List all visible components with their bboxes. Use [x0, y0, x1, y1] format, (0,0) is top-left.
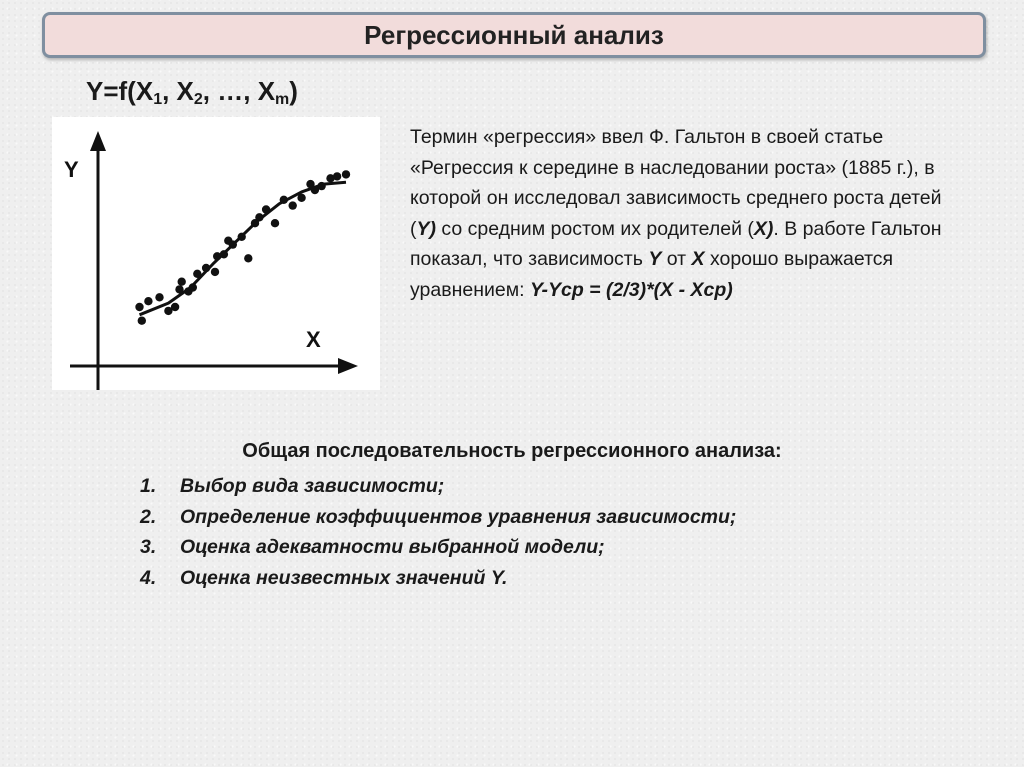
data-point — [135, 303, 143, 311]
step-item — [140, 471, 736, 502]
data-point — [229, 240, 237, 248]
desc-part-2: со средним ростом их родителей ( — [436, 217, 754, 240]
scatter-chart-svg — [52, 117, 380, 390]
data-point — [255, 213, 263, 221]
desc-y-2: Y — [648, 248, 662, 270]
data-point — [189, 283, 197, 291]
data-point — [297, 194, 305, 202]
step-number: 3. — [140, 536, 157, 558]
steps-title: Общая последовательность регрессионного анализа: — [242, 440, 782, 462]
desc-x-2: X — [691, 248, 705, 270]
formula-sub-m: m — [275, 91, 290, 108]
x-axis-arrow-icon — [338, 358, 358, 374]
formula-mid-1: , X — [162, 76, 194, 106]
regression-formula — [86, 76, 298, 109]
desc-y-1: Y) — [416, 217, 436, 240]
formula-sub-1: 1 — [153, 91, 163, 108]
steps-list — [140, 471, 736, 593]
step-text: Оценка неизвестных значений Y. — [180, 566, 508, 589]
formula-mid-2: , …, X — [202, 76, 276, 106]
data-point — [289, 201, 297, 209]
description-paragraph — [410, 122, 970, 305]
formula-suffix: ) — [289, 76, 298, 106]
step-item — [140, 502, 736, 533]
step-item — [140, 563, 736, 594]
data-point — [333, 172, 341, 180]
data-point — [211, 268, 219, 276]
data-point — [271, 219, 279, 227]
formula-sub-2: 2 — [193, 91, 203, 108]
data-point — [178, 278, 186, 286]
desc-part-4: от — [661, 248, 692, 270]
x-axis-label: X — [306, 327, 321, 352]
step-number: 4. — [140, 566, 157, 589]
scatter-chart — [52, 117, 380, 390]
data-point — [220, 250, 228, 258]
step-text: Выбор вида зависимости; — [180, 475, 445, 497]
desc-part-1: Термин «регрессия» ввел Ф. Гальтон в своей статье «Регрессия к середине в наследовании роста» (1885 г.), в которой он исследовал зависимость среднего роста детей ( — [410, 126, 942, 240]
desc-x-1: X) — [753, 217, 774, 240]
desc-part-3: . В работе Гальтон показал, что зависимость — [410, 217, 942, 270]
desc-equation: Y-Ycp = (2/3)*(X - Xcp) — [529, 278, 733, 301]
data-point — [244, 254, 252, 262]
y-axis-label: Y — [64, 157, 79, 182]
step-item — [140, 532, 736, 563]
data-point — [280, 196, 288, 204]
data-point — [193, 270, 201, 278]
data-point — [155, 293, 163, 301]
trend-curve — [140, 182, 347, 315]
data-point — [202, 264, 210, 272]
data-point — [175, 285, 183, 293]
step-number: 2. — [140, 505, 157, 528]
data-point — [317, 182, 325, 190]
y-axis-arrow-icon — [90, 131, 106, 151]
title-bar — [42, 12, 986, 58]
step-text: Определение коэффициентов уравнения зависимости; — [180, 505, 737, 528]
data-point — [342, 170, 350, 178]
data-point — [138, 317, 146, 325]
slide-title: Регрессионный анализ — [364, 19, 664, 50]
data-point — [144, 297, 152, 305]
data-point — [262, 205, 270, 213]
step-text: Оценка адекватности выбранной модели; — [180, 536, 605, 558]
step-number: 1. — [140, 475, 157, 497]
data-point — [171, 303, 179, 311]
formula-prefix: Y=f(X — [86, 76, 154, 106]
desc-part-5: хорошо выражается уравнением: — [410, 248, 894, 301]
data-point — [238, 233, 246, 241]
